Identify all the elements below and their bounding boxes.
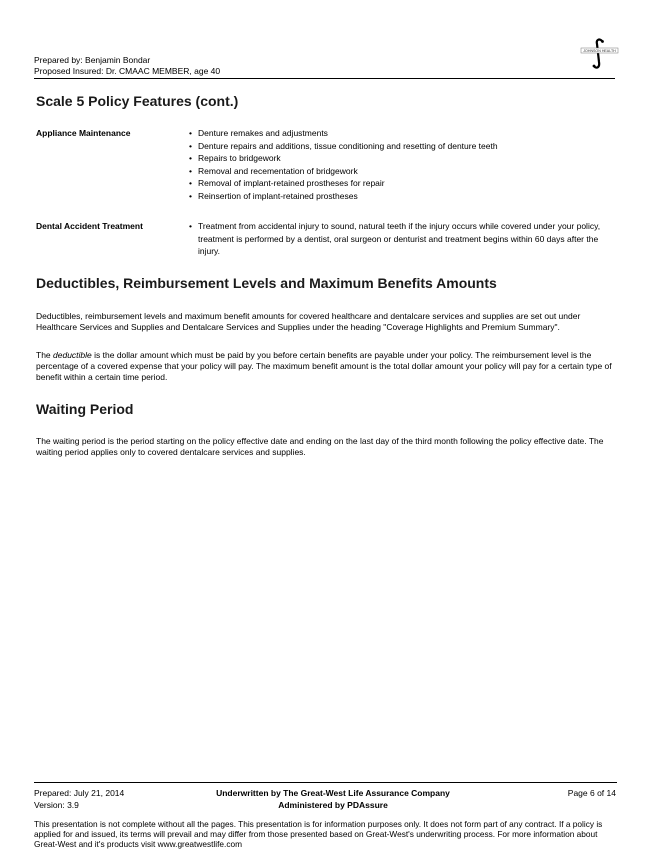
list-item: • Removal of implant-retained prostheses for repair [189,177,619,190]
para-text: is the dollar amount which must be paid by you before certain benefits are payable under your policy. The reimbursement level is the percentage of a covered expense that your policy will pay. The maximum benefit amount is the total dollar amount your policy will pay for a certain type of benefit within a certain time period. [36,350,612,382]
integral-logo-icon [580,38,620,70]
proposed-insured: Proposed Insured: Dr. CMAAC MEMBER, age 40 [34,66,221,76]
dental-accident-list [189,220,619,258]
footer-underwritten: Underwritten by The Great-West Life Assurance Company [216,788,450,798]
company-logo [580,38,620,70]
footer-prepared-date: Prepared: July 21, 2014 [34,788,125,798]
list-item: • Removal and recementation of bridgework [189,165,619,178]
footer-administered: Administered by PDAssure [278,800,388,810]
waiting-period-paragraph: The waiting period is the period starting on the policy effective date and ending on the last day of the third month following the policy effective date. The waiting period applies only to covered dentalcare services and supplies. [36,436,604,457]
para-text: The [36,350,54,360]
deductible-term: deductible [53,350,92,360]
appliance-maintenance-list [189,127,619,202]
list-item: • Reinsertion of implant-retained prostheses [189,190,619,203]
section-title-deductibles: Deductibles, Reimbursement Levels and Maximum Benefits Amounts [36,275,497,291]
deductibles-paragraph-1: Deductibles, reimbursement levels and maximum benefit amounts for covered healthcare and dentalcare services and supplies are set out under Healthcare Services and Supplies and Dentalcare Services and Supplies under the heading "Coverage Highlights and Premium Summary". [36,311,581,332]
footer-disclaimer: This presentation is not complete without all the pages. This presentation is for information purposes only. It does not form part of any contract. If a policy is applied for and issued, its terms will prevail and may differ from those presented based on Great-West's underwriting process. For more information about Great-West and it's products visit www.greatwestlife.com [34,819,603,849]
logo-text: JOHNSON HEALTH [583,49,616,53]
list-item: • Denture repairs and additions, tissue conditioning and resetting of denture teeth [189,140,619,153]
section-title-waiting-period: Waiting Period [36,401,134,417]
footer-page-number: Page 6 of 14 [567,788,616,798]
footer-divider [34,782,617,783]
section-title-policy-features: Scale 5 Policy Features (cont.) [36,93,239,109]
prepared-by: Prepared by: Benjamin Bondar [34,55,151,65]
feature-label-appliance-maintenance: Appliance Maintenance [36,128,131,138]
deductibles-paragraph-2 [36,350,616,383]
list-item: • Treatment from accidental injury to sound, natural teeth if the injury occurs while covered under your policy, treatment is performed by a dentist, oral surgeon or denturist and treatment begins within 60 days after the injury. [189,220,619,258]
list-item: • Denture remakes and adjustments [189,127,619,140]
list-item: • Repairs to bridgework [189,152,619,165]
feature-label-dental-accident: Dental Accident Treatment [36,221,143,231]
header-divider [34,78,615,79]
footer-version: Version: 3.9 [34,800,79,810]
